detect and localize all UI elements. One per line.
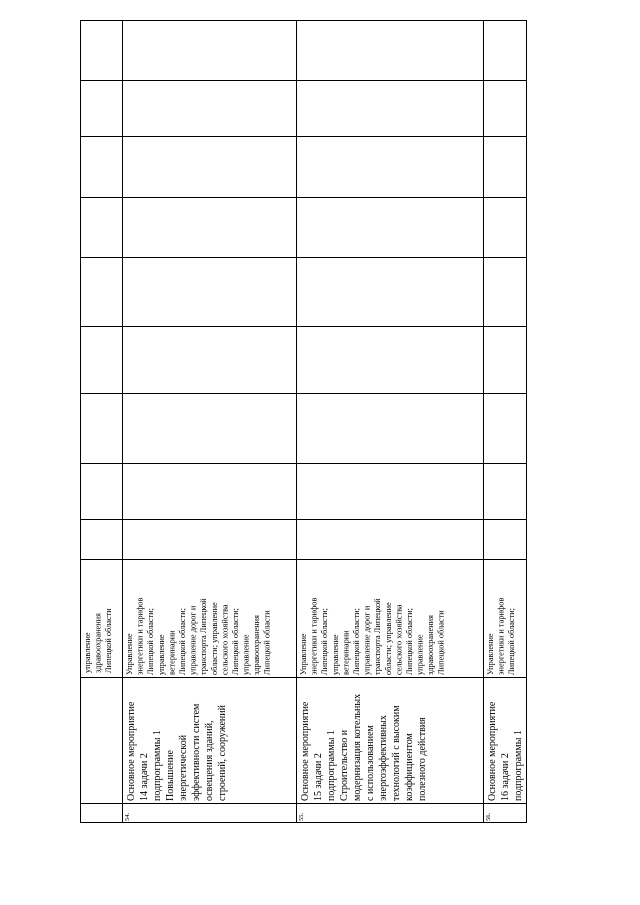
column-divider [80, 559, 527, 560]
executor-cell: Управление энергетики и тарифов Липецкой области; [486, 597, 517, 675]
column-divider [80, 519, 527, 520]
event-cell: Основное мероприятие 15 задачи 2 подпрограммы 1 Строительство и модернизация котельных с использованием энергоэффективных технологий с высоким коэффициентом полезного действия [300, 693, 428, 801]
column-divider [80, 463, 527, 464]
row-number: 56. [485, 812, 492, 821]
event-cell: Основное мероприятие 14 задачи 2 подпрограммы 1 Повышение энергетической эффективности систем освещения зданий, строений, сооружений [126, 701, 228, 801]
column-divider [80, 257, 527, 258]
table-border-right [526, 20, 527, 823]
executor-cell: управление здравоохранения Липецкой области [83, 608, 114, 673]
column-divider [80, 803, 527, 804]
table-border-left [80, 20, 81, 823]
column-divider [80, 197, 527, 198]
column-divider [80, 393, 527, 394]
row-number: 54. [124, 812, 131, 821]
column-divider [80, 326, 527, 327]
column-divider [80, 136, 527, 137]
column-divider [80, 80, 527, 81]
column-divider [80, 677, 527, 678]
executor-cell: Управление энергетики и тарифов Липецкой области; управление ветеринарии Липецкой области; управление дорог и транспорта Липецкой области; управление сельского хозяйства Липецкой области; управление здравоохранения Липецкой области [125, 597, 272, 675]
executor-cell: Управление энергетики и тарифов Липецкой области; управление ветеринарии Липецкой области; управление дорог и транспорта Липецкой области; управление сельского хозяйства Липецкой области; управление здравоохранения Липецкой области [299, 597, 446, 675]
event-cell: Основное мероприятие 16 задачи 2 подпрограммы 1 [487, 701, 524, 801]
table-border-bottom [80, 822, 527, 823]
row-divider [483, 20, 484, 823]
row-divider [122, 20, 123, 823]
table-border-top [80, 20, 527, 21]
row-number: 55. [298, 812, 305, 821]
row-divider [296, 20, 297, 823]
